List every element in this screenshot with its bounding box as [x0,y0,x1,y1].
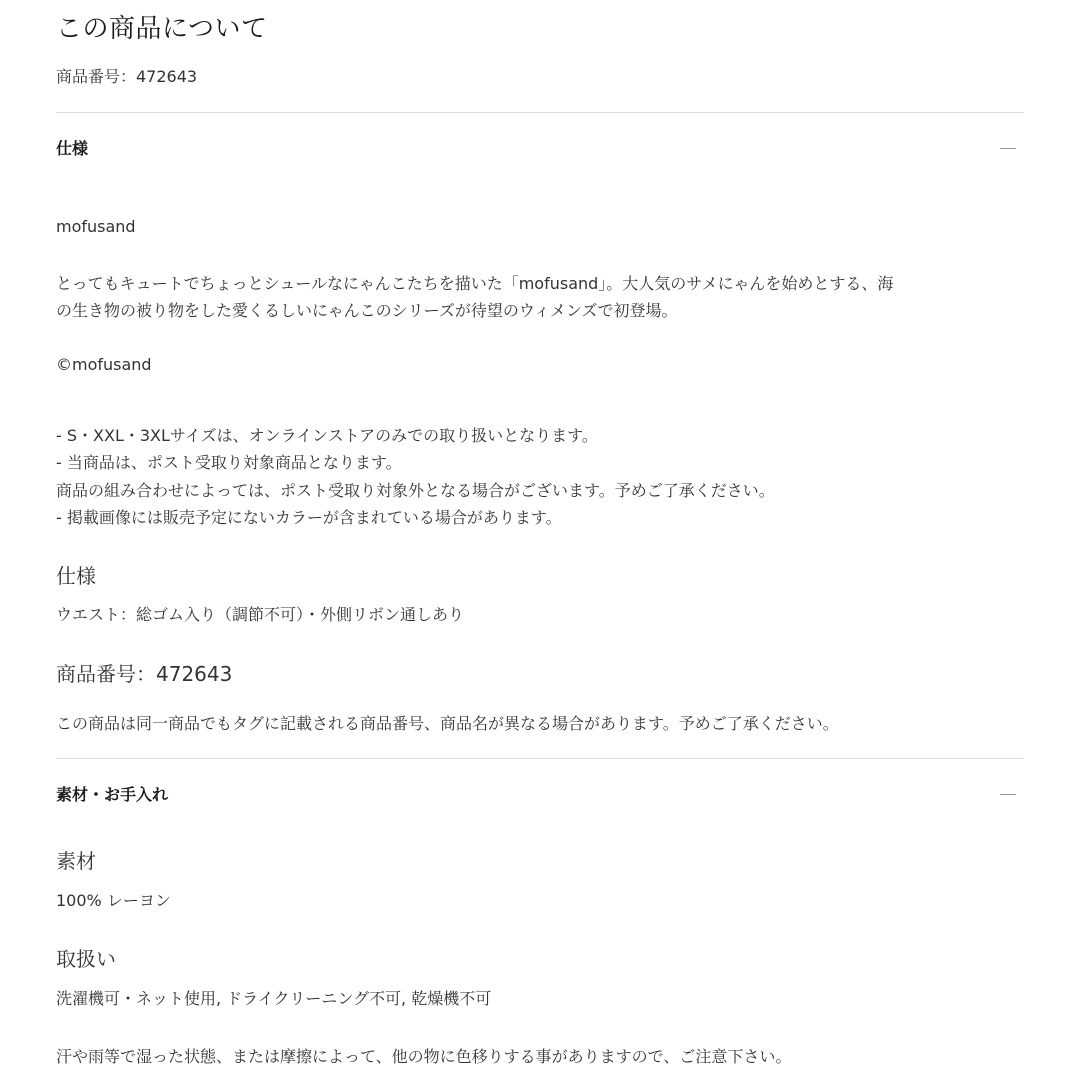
care-heading: 取扱い [56,947,116,971]
spec-accordion-header[interactable] [56,134,1024,164]
copyright-text: ©mofusand [56,355,152,374]
page-title: この商品について [56,14,268,44]
divider [56,758,1024,759]
note-line: - 掲載画像には販売予定にないカラーが含まれている場合があります。 [56,508,562,527]
spec-heading: 仕様 [56,564,96,588]
spec-section-title: 仕様 [56,139,89,158]
material-value: 100% レーヨン [56,891,171,910]
care-value: 洗濯機可・ネット使用, ドライクリーニング不可, 乾燥機不可 [56,989,492,1008]
minus-icon[interactable] [1000,148,1016,149]
minus-icon[interactable] [1000,794,1016,795]
note-line: 商品の組み合わせによっては、ポスト受取り対象外となる場合がございます。予めご了承ください。 [56,481,775,500]
care-caution: 汗や雨等で湿った状態、または摩擦によって、他の物に色移りする事がありますので、ご注意下さい。 [56,1047,792,1066]
description-line-2: の生き物の被り物をした愛くるしいにゃんこのシリーズが待望のウィメンズで初登場。 [56,301,678,320]
material-section-title: 素材・お手入れ [56,785,169,804]
product-number-heading: 商品番号：472643 [56,662,233,686]
description-line-1: とってもキュートでちょっとシュールなにゃんこたちを描いた「mofusand」。大人気のサメにゃんを始めとする、海 [56,274,894,293]
divider [56,112,1024,113]
note-line: - 当商品は、ポスト受取り対象商品となります。 [56,453,402,472]
note-line: - S・XXL・3XLサイズは、オンラインストアのみでの取り扱いとなります。 [56,426,598,445]
spec-value: ウエスト：総ゴム入り（調節不可）・外側リボン通しあり [56,605,465,624]
brand-name: mofusand [56,217,136,236]
material-heading: 素材 [56,849,96,873]
product-number-note: この商品は同一商品でもタグに記載される商品番号、商品名が異なる場合があります。予めご了承ください。 [56,714,839,733]
product-number: 商品番号：472643 [56,67,198,86]
material-accordion-header[interactable] [56,780,1024,810]
